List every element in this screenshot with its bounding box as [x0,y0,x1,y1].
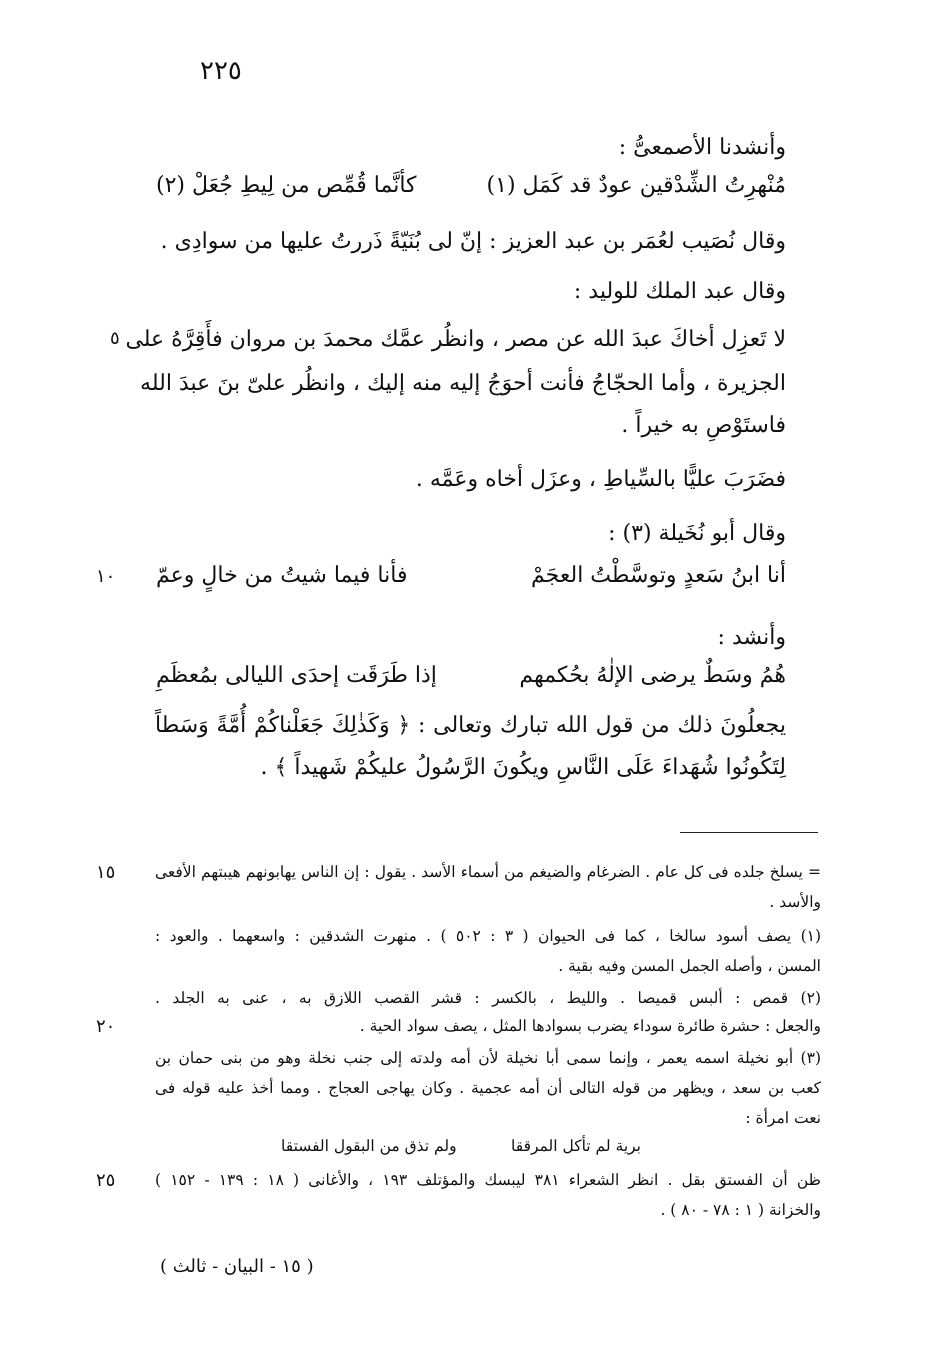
margin-number-15: ١٥ [96,862,116,883]
verse-1-first-hemistich: مُنْهرِتُ الشِّدْقين عودٌ قد كَمَل (١) [486,173,786,198]
paragraph-line-2: الجزيرة ، وأما الحجّاجُ فأنت أحوَجُ إليه منه إليك ، وانظُر علىّ بنَ عبدَ الله [140,371,786,396]
verse-1 [156,166,786,206]
margin-number-10: ١٠ [96,566,116,587]
abdalmalik-intro: وقال عبد الملك للوليد : [573,279,786,304]
paragraph-line-1: لا تَعزِل أخاكَ عبدَ الله عن مصر ، وانظُر عمَّك محمدَ بن مروان فأَقِرَّهُ على [125,327,786,352]
footnote-3-line-4: ظن أن الفستق بقل . انظر الشعراء ٣٨١ ليبسك والمؤتلف ١٩٣ ، والأغانى ( ١٨ : ١٣٩ - ١٥٢ ) [155,1171,822,1189]
verse-2 [156,556,786,596]
footnote-3-line-2: كعب بن سعد ، ويظهر من قوله التالى أن أمه عجمية . وكان يهاجى العجاج . ومما أخذ عليه قوله فى [155,1079,821,1097]
footnote-3-verse [281,1134,641,1159]
verse-3-first-hemistich: هُمُ وسَطٌ يرضى الإلٰهُ بحُكمهم [519,663,786,688]
footnote-continued-line-1: = يسلخ جلده فى كل عام . الضرغام والضيغم من أسماء الأسد . يقول : إن الناس يهابونهم هيبتهم الأفعى [155,863,821,881]
footnote-continued-line-2: والأسد . [769,893,821,911]
verse-3 [156,656,786,696]
result-line: فضَرَبَ عليًّا بالسِّياطِ ، وعزَل أخاه وعَمَّه . [415,467,786,492]
margin-number-25: ٢٥ [96,1170,116,1191]
footnote-2-line-2: والجعل : حشرة طائرة سوداء يضرب بسوادها المثل ، يصف سواد الحية . [359,1017,821,1035]
nusaib-line: وقال نُصَيب لعُمَر بن عبد العزيز : إنّ لى بُنَيّةً ذَررتُ عليها من سوادِى . [160,229,786,254]
margin-number-20: ٢٠ [96,1016,116,1037]
footnote-1-line-1: (١) يصف أسود سالخا ، كما فى الحيوان ( ٣ : ٥٠٢ ) . منهرت الشدقين : واسعهما . والعود : [155,927,822,945]
verse-2-second-hemistich: فأنا فيما شيتُ من خالٍ وعمّ [156,563,408,588]
footnote-verse-first-hemistich: برية لم تأكل المرققا [511,1137,641,1155]
paragraph-line-3: فاستَوْصِ به خيراً . [621,413,786,438]
quran-line-2: لِتَكُونُوا شُهَداءَ عَلَى النَّاسِ ويكُونَ الرَّسُولُ عليكُمْ شَهيداً ﴾ . [260,755,786,780]
footnote-3-line-3: نعت امرأة : [745,1109,821,1127]
quran-line-1: يجعلُونَ ذلك من قول الله تبارك وتعالى : ﴿ وَكَذٰلِكَ جَعَلْناكُمْ أُمَّةً وَسَطاً [155,713,786,738]
signature-mark: ( ١٥ - البيان - ثالث ) [160,1256,314,1277]
intro-asmai: وأنشدنا الأصمعىُّ : [618,135,786,160]
verse-2-first-hemistich: أنا ابنُ سَعدٍ وتوسَّطْتُ العجَمْ [531,563,786,588]
footnote-separator [680,832,818,833]
anshad-intro: وأنشد : [717,625,786,650]
abunukhayla-intro: وقال أبو نُخَيلة (٣) : [608,521,786,546]
footnote-3-line-5: والخزانة ( ١ : ٧٨ - ٨٠ ) . [660,1201,821,1219]
footnote-2-line-1: (٢) قمص : ألبس قميصا . والليط ، بالكسر : قشر القصب اللازق به ، عنى به الجلد . [155,989,821,1007]
footnote-1-line-2: المسن ، وأصله الجمل المسن وفيه بقية . [558,957,821,975]
verse-3-second-hemistich: إذا طَرَقَت إحدَى الليالى بمُعظَمِ [156,663,437,688]
verse-1-second-hemistich: كأنَّما قُمِّص من لِيطِ جُعَلْ (٢) [156,173,417,198]
margin-number-5: ٥ [110,328,120,349]
page-number: ٢٢٥ [200,56,242,86]
footnote-3-line-1: (٣) أبو نخيلة اسمه يعمر ، وإنما سمى أبا نخيلة لأن أمه ولدته إلى جنب نخلة وهو من بنى حمان بن [155,1049,821,1067]
footnote-verse-second-hemistich: ولم تذق من البقول الفستقا [281,1137,457,1155]
